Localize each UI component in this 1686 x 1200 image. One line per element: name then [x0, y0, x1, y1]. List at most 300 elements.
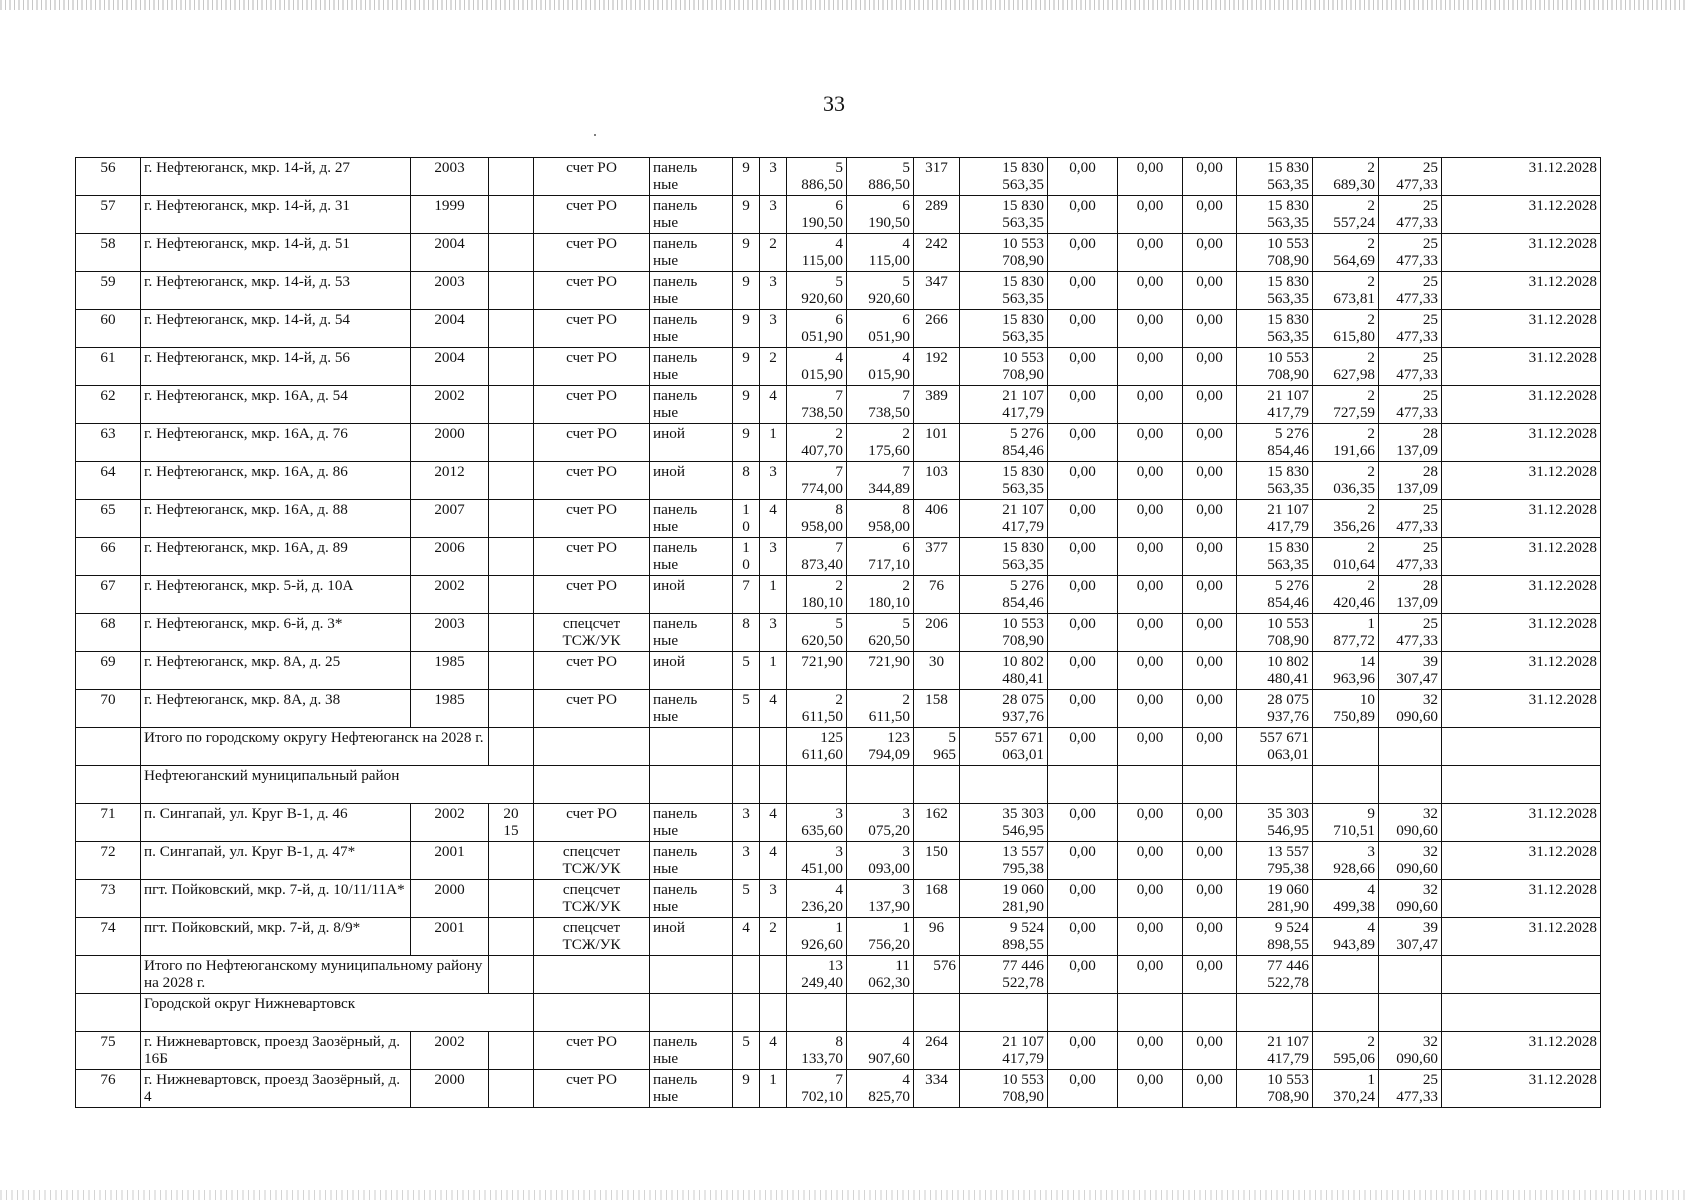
cell-cost-per-sqm: 1 370,24 [1313, 1070, 1379, 1108]
cell-empty [489, 728, 534, 766]
cell-build-year: 2002 [411, 1032, 489, 1070]
cell-fund-1: 0,00 [1048, 880, 1118, 918]
cell-build-year: 2004 [411, 348, 489, 386]
cell-fund-3: 0,00 [1183, 234, 1237, 272]
cell-residents: 101 [914, 424, 960, 462]
table-row [76, 500, 1601, 538]
cell-extra-year [489, 158, 534, 196]
cell-limit-per-sqm: 25 477,33 [1379, 158, 1442, 196]
cell-fund-1: 0,00 [1048, 386, 1118, 424]
cell-extra-year [489, 196, 534, 234]
cell-address: п. Сингапай, ул. Круг В-1, д. 47* [141, 842, 411, 880]
cell-limit-per-sqm: 32 090,60 [1379, 690, 1442, 728]
cell-deadline: 31.12.2028 [1442, 462, 1601, 500]
cell-entrances: 3 [760, 310, 787, 348]
cell-row-number: 59 [76, 272, 141, 310]
cell-extra-year [489, 918, 534, 956]
cell-residents: 192 [914, 348, 960, 386]
cell-floors: 1 0 [733, 538, 760, 576]
cell-fund-3: 0,00 [1183, 310, 1237, 348]
cell-address: г. Нефтеюганск, мкр. 6-й, д. 3* [141, 614, 411, 652]
cell-row-number: 67 [76, 576, 141, 614]
cell-total-area: 2 180,10 [787, 576, 847, 614]
cell-extra-year [489, 652, 534, 690]
cell-entrances: 3 [760, 462, 787, 500]
table-row [76, 424, 1601, 462]
cell-total-area: 7 873,40 [787, 538, 847, 576]
cell-residents: 289 [914, 196, 960, 234]
cell-empty [1442, 766, 1601, 804]
cell-owners-funds: 35 303 546,95 [1237, 804, 1313, 842]
cell-empty [760, 766, 787, 804]
cell-fund-2: 0,00 [1118, 728, 1183, 766]
cell-address: г. Нефтеюганск, мкр. 8А, д. 25 [141, 652, 411, 690]
cell-fund-1: 0,00 [1048, 424, 1118, 462]
cell-deadline: 31.12.2028 [1442, 310, 1601, 348]
table-row [76, 386, 1601, 424]
cell-owners-funds: 15 830 563,35 [1237, 272, 1313, 310]
cell-fund-3: 0,00 [1183, 880, 1237, 918]
cell-living-area: 2 175,60 [847, 424, 914, 462]
cell-owners-funds: 15 830 563,35 [1237, 462, 1313, 500]
cell-limit-per-sqm: 25 477,33 [1379, 196, 1442, 234]
cell-address: г. Нефтеюганск, мкр. 14-й, д. 27 [141, 158, 411, 196]
cell-total-cost: 21 107 417,79 [960, 1032, 1048, 1070]
cell-deadline: 31.12.2028 [1442, 348, 1601, 386]
cell-row-number: 72 [76, 842, 141, 880]
cell-fund-3: 0,00 [1183, 652, 1237, 690]
cell-floors: 9 [733, 386, 760, 424]
cell-fund-1: 0,00 [1048, 348, 1118, 386]
cell-cost-per-sqm: 2 627,98 [1313, 348, 1379, 386]
cell-fund-2: 0,00 [1118, 310, 1183, 348]
cell-entrances: 1 [760, 1070, 787, 1108]
cell-empty [760, 994, 787, 1032]
cell-living-area: 4 907,60 [847, 1032, 914, 1070]
cell-address: г. Нижневартовск, проезд Заозёрный, д. 16Б [141, 1032, 411, 1070]
cell-wall-material: панель ные [650, 842, 733, 880]
cell-wall-material: панель ные [650, 196, 733, 234]
cell-address: г. Нефтеюганск, мкр. 16А, д. 54 [141, 386, 411, 424]
cell-fund-2: 0,00 [1118, 918, 1183, 956]
table-body [76, 158, 1601, 1108]
cell-deadline: 31.12.2028 [1442, 234, 1601, 272]
cell-extra-year [489, 538, 534, 576]
cell-entrances: 3 [760, 538, 787, 576]
cell-extra-year [489, 880, 534, 918]
table-row [76, 234, 1601, 272]
cell-cost-per-sqm: 2 564,69 [1313, 234, 1379, 272]
cell-floors: 7 [733, 576, 760, 614]
cell-floors: 5 [733, 880, 760, 918]
cell-owners-funds: 77 446 522,78 [1237, 956, 1313, 994]
cell-empty [733, 728, 760, 766]
cell-total-cost: 15 830 563,35 [960, 462, 1048, 500]
cell-row-number: 60 [76, 310, 141, 348]
cell-fund-1: 0,00 [1048, 804, 1118, 842]
cell-cost-per-sqm: 9 710,51 [1313, 804, 1379, 842]
cell-floors: 8 [733, 462, 760, 500]
cell-extra-year [489, 310, 534, 348]
cell-empty [1183, 766, 1237, 804]
cell-account-type: счет РО [534, 234, 650, 272]
cell-build-year: 2003 [411, 158, 489, 196]
cell-floors: 4 [733, 918, 760, 956]
cell-floors: 3 [733, 842, 760, 880]
cell-account-type: спецсчет ТСЖ/УК [534, 842, 650, 880]
cell-fund-3: 0,00 [1183, 196, 1237, 234]
cell-cost-per-sqm: 2 673,81 [1313, 272, 1379, 310]
cell-row-number: 56 [76, 158, 141, 196]
cell-floors: 5 [733, 690, 760, 728]
cell-row-number: 63 [76, 424, 141, 462]
cell-residents: 334 [914, 1070, 960, 1108]
cell-living-area: 721,90 [847, 652, 914, 690]
cell-owners-funds: 21 107 417,79 [1237, 386, 1313, 424]
subtotal-row [76, 956, 1601, 994]
cell-address: пгт. Пойковский, мкр. 7-й, д. 10/11/11А* [141, 880, 411, 918]
cell-fund-3: 0,00 [1183, 690, 1237, 728]
cell-limit-per-sqm: 25 477,33 [1379, 1070, 1442, 1108]
cell-build-year: 2002 [411, 804, 489, 842]
cell-limit-per-sqm: 32 090,60 [1379, 804, 1442, 842]
cell-fund-1: 0,00 [1048, 158, 1118, 196]
cell-limit-per-sqm: 25 477,33 [1379, 386, 1442, 424]
cell-total-cost: 10 553 708,90 [960, 234, 1048, 272]
cell-fund-2: 0,00 [1118, 424, 1183, 462]
cell-empty [787, 766, 847, 804]
cell-residents: 317 [914, 158, 960, 196]
cell-floors: 5 [733, 1032, 760, 1070]
cell-owners-funds: 557 671 063,01 [1237, 728, 1313, 766]
cell-owners-funds: 13 557 795,38 [1237, 842, 1313, 880]
cell-fund-3: 0,00 [1183, 462, 1237, 500]
cell-total-area: 7 738,50 [787, 386, 847, 424]
cell-empty [1048, 766, 1118, 804]
cell-residents: 76 [914, 576, 960, 614]
cell-fund-1: 0,00 [1048, 462, 1118, 500]
cell-deadline: 31.12.2028 [1442, 652, 1601, 690]
cell-deadline: 31.12.2028 [1442, 272, 1601, 310]
cell-total-cost: 15 830 563,35 [960, 310, 1048, 348]
cell-fund-2: 0,00 [1118, 880, 1183, 918]
cell-floors: 9 [733, 158, 760, 196]
cell-fund-3: 0,00 [1183, 272, 1237, 310]
section-title: Городской округ Нижневартовск [141, 994, 534, 1032]
cell-extra-year [489, 614, 534, 652]
cell-living-area: 11 062,30 [847, 956, 914, 994]
cell-empty [760, 956, 787, 994]
cell-limit-per-sqm: 25 477,33 [1379, 500, 1442, 538]
cell-address: г. Нефтеюганск, мкр. 14-й, д. 51 [141, 234, 411, 272]
cell-address: г. Нижневартовск, проезд Заозёрный, д. 4 [141, 1070, 411, 1108]
cell-limit-per-sqm: 32 090,60 [1379, 880, 1442, 918]
cell-wall-material: панель ные [650, 1070, 733, 1108]
cell-account-type: счет РО [534, 652, 650, 690]
cell-limit-per-sqm: 25 477,33 [1379, 538, 1442, 576]
cell-total-cost: 10 802 480,41 [960, 652, 1048, 690]
cell-extra-year [489, 424, 534, 462]
cell-empty [847, 766, 914, 804]
cell-total-cost: 10 553 708,90 [960, 1070, 1048, 1108]
cell-build-year: 2001 [411, 842, 489, 880]
cell-total-cost: 10 553 708,90 [960, 614, 1048, 652]
cell-account-type: счет РО [534, 386, 650, 424]
cell-empty [787, 994, 847, 1032]
cell-owners-funds: 21 107 417,79 [1237, 500, 1313, 538]
table-row [76, 272, 1601, 310]
cell-extra-year [489, 462, 534, 500]
cell-fund-3: 0,00 [1183, 614, 1237, 652]
cell-total-cost: 5 276 854,46 [960, 576, 1048, 614]
cell-owners-funds: 10 553 708,90 [1237, 614, 1313, 652]
cell-empty [650, 956, 733, 994]
cell-limit-per-sqm: 25 477,33 [1379, 614, 1442, 652]
cell-deadline: 31.12.2028 [1442, 386, 1601, 424]
cell-living-area: 3 093,00 [847, 842, 914, 880]
cell-account-type: счет РО [534, 538, 650, 576]
cell-address: г. Нефтеюганск, мкр. 16А, д. 89 [141, 538, 411, 576]
cell-wall-material: панель ные [650, 234, 733, 272]
table-row [76, 576, 1601, 614]
cell-wall-material: панель ные [650, 386, 733, 424]
cell-deadline: 31.12.2028 [1442, 196, 1601, 234]
cell-deadline: 31.12.2028 [1442, 690, 1601, 728]
cell-empty [1118, 994, 1183, 1032]
cell-fund-2: 0,00 [1118, 842, 1183, 880]
table-row [76, 538, 1601, 576]
cell-cost-per-sqm: 14 963,96 [1313, 652, 1379, 690]
cell-empty [1379, 994, 1442, 1032]
cell-owners-funds: 10 553 708,90 [1237, 348, 1313, 386]
cell-owners-funds: 5 276 854,46 [1237, 576, 1313, 614]
cell-row-number: 76 [76, 1070, 141, 1108]
cell-total-area: 7 774,00 [787, 462, 847, 500]
cell-residents: 576 [914, 956, 960, 994]
cell-owners-funds: 21 107 417,79 [1237, 1032, 1313, 1070]
cell-empty [960, 766, 1048, 804]
subtotal-label: Итого по городскому округу Нефтеюганск на 2028 г. [141, 728, 489, 766]
cell-fund-1: 0,00 [1048, 310, 1118, 348]
cell-row-number: 73 [76, 880, 141, 918]
cell-total-area: 13 249,40 [787, 956, 847, 994]
cell-fund-3: 0,00 [1183, 918, 1237, 956]
cell-build-year: 2003 [411, 272, 489, 310]
cell-account-type: счет РО [534, 424, 650, 462]
cell-build-year: 2000 [411, 880, 489, 918]
cell-total-area: 4 236,20 [787, 880, 847, 918]
cell-cost-per-sqm: 3 928,66 [1313, 842, 1379, 880]
cell-owners-funds: 15 830 563,35 [1237, 538, 1313, 576]
cell-account-type: счет РО [534, 158, 650, 196]
cell-total-area: 4 015,90 [787, 348, 847, 386]
cell-wall-material: панель ные [650, 158, 733, 196]
cell-living-area: 3 075,20 [847, 804, 914, 842]
cell-fund-2: 0,00 [1118, 1032, 1183, 1070]
cell-build-year: 2007 [411, 500, 489, 538]
cell-address: г. Нефтеюганск, мкр. 14-й, д. 54 [141, 310, 411, 348]
cell-fund-2: 0,00 [1118, 1070, 1183, 1108]
cell-living-area: 123 794,09 [847, 728, 914, 766]
cell-account-type: счет РО [534, 272, 650, 310]
cell-owners-funds: 15 830 563,35 [1237, 196, 1313, 234]
cell-limit-per-sqm: 28 137,09 [1379, 576, 1442, 614]
cell-empty [1442, 728, 1601, 766]
cell-total-area: 6 190,50 [787, 196, 847, 234]
cell-residents: 242 [914, 234, 960, 272]
cell-build-year: 2002 [411, 386, 489, 424]
cell-fund-2: 0,00 [1118, 538, 1183, 576]
cell-empty [1118, 766, 1183, 804]
cell-cost-per-sqm: 2 010,64 [1313, 538, 1379, 576]
table-row [76, 1032, 1601, 1070]
cell-build-year: 2002 [411, 576, 489, 614]
cell-row-number: 61 [76, 348, 141, 386]
cell-wall-material: иной [650, 424, 733, 462]
cell-total-cost: 5 276 854,46 [960, 424, 1048, 462]
cell-owners-funds: 9 524 898,55 [1237, 918, 1313, 956]
cell-wall-material: панель ные [650, 272, 733, 310]
cell-fund-1: 0,00 [1048, 1032, 1118, 1070]
cell-residents: 103 [914, 462, 960, 500]
cell-address: г. Нефтеюганск, мкр. 16А, д. 88 [141, 500, 411, 538]
cell-empty [960, 994, 1048, 1032]
cell-address: г. Нефтеюганск, мкр. 16А, д. 86 [141, 462, 411, 500]
cell-wall-material: иной [650, 462, 733, 500]
table-row [76, 652, 1601, 690]
cell-total-area: 3 451,00 [787, 842, 847, 880]
cell-residents: 168 [914, 880, 960, 918]
cell-empty [1313, 728, 1379, 766]
cell-total-cost: 35 303 546,95 [960, 804, 1048, 842]
cell-residents: 5 965 [914, 728, 960, 766]
cell-empty [914, 994, 960, 1032]
cell-extra-year: 20 15 [489, 804, 534, 842]
cell-extra-year [489, 1032, 534, 1070]
cell-build-year: 2003 [411, 614, 489, 652]
cell-limit-per-sqm: 25 477,33 [1379, 272, 1442, 310]
cell-entrances: 2 [760, 918, 787, 956]
cell-owners-funds: 15 830 563,35 [1237, 158, 1313, 196]
cell-living-area: 8 958,00 [847, 500, 914, 538]
cell-address: г. Нефтеюганск, мкр. 5-й, д. 10А [141, 576, 411, 614]
cell-fund-3: 0,00 [1183, 804, 1237, 842]
cell-cost-per-sqm: 2 356,26 [1313, 500, 1379, 538]
cell-empty [1379, 728, 1442, 766]
cell-fund-1: 0,00 [1048, 614, 1118, 652]
cell-fund-1: 0,00 [1048, 576, 1118, 614]
cell-fund-2: 0,00 [1118, 196, 1183, 234]
cell-limit-per-sqm: 32 090,60 [1379, 842, 1442, 880]
cell-wall-material: иной [650, 576, 733, 614]
cell-empty [1379, 766, 1442, 804]
cell-living-area: 7 344,89 [847, 462, 914, 500]
cell-deadline: 31.12.2028 [1442, 1032, 1601, 1070]
cell-fund-1: 0,00 [1048, 272, 1118, 310]
cell-living-area: 5 620,50 [847, 614, 914, 652]
cell-fund-1: 0,00 [1048, 1070, 1118, 1108]
cell-residents: 347 [914, 272, 960, 310]
cell-fund-3: 0,00 [1183, 500, 1237, 538]
cell-entrances: 4 [760, 1032, 787, 1070]
cell-empty [1313, 956, 1379, 994]
cell-floors: 9 [733, 272, 760, 310]
cell-cost-per-sqm: 2 420,46 [1313, 576, 1379, 614]
cell-row-number: 68 [76, 614, 141, 652]
cell-empty [489, 956, 534, 994]
cell-total-area: 5 886,50 [787, 158, 847, 196]
cell-living-area: 6 717,10 [847, 538, 914, 576]
cell-cost-per-sqm: 2 615,80 [1313, 310, 1379, 348]
cell-owners-funds: 10 553 708,90 [1237, 234, 1313, 272]
cell-fund-2: 0,00 [1118, 234, 1183, 272]
cell-extra-year [489, 576, 534, 614]
cell-residents: 158 [914, 690, 960, 728]
cell-living-area: 4 015,90 [847, 348, 914, 386]
cell-account-type: счет РО [534, 1032, 650, 1070]
cell-fund-1: 0,00 [1048, 652, 1118, 690]
cell-entrances: 4 [760, 500, 787, 538]
cell-living-area: 5 920,60 [847, 272, 914, 310]
capital-repair-table [75, 157, 1601, 1108]
cell-empty [534, 766, 650, 804]
cell-fund-2: 0,00 [1118, 462, 1183, 500]
table-row [76, 462, 1601, 500]
cell-limit-per-sqm: 28 137,09 [1379, 462, 1442, 500]
cell-total-cost: 28 075 937,76 [960, 690, 1048, 728]
cell-total-cost: 21 107 417,79 [960, 500, 1048, 538]
table-row [76, 804, 1601, 842]
table-row [76, 348, 1601, 386]
cell-deadline: 31.12.2028 [1442, 614, 1601, 652]
cell-floors: 9 [733, 424, 760, 462]
cell-fund-3: 0,00 [1183, 1032, 1237, 1070]
section-title: Нефтеюганский муниципальный район [141, 766, 534, 804]
cell-fund-2: 0,00 [1118, 348, 1183, 386]
cell-total-area: 721,90 [787, 652, 847, 690]
cell-row-number: 58 [76, 234, 141, 272]
cell-total-cost: 9 524 898,55 [960, 918, 1048, 956]
cell-total-area: 8 133,70 [787, 1032, 847, 1070]
cell-wall-material: панель ные [650, 690, 733, 728]
cell-address: г. Нефтеюганск, мкр. 14-й, д. 53 [141, 272, 411, 310]
cell-limit-per-sqm: 25 477,33 [1379, 348, 1442, 386]
cell-build-year: 2006 [411, 538, 489, 576]
cell-address: п. Сингапай, ул. Круг В-1, д. 46 [141, 804, 411, 842]
cell-build-year: 2004 [411, 310, 489, 348]
cell-living-area: 7 738,50 [847, 386, 914, 424]
cell-fund-3: 0,00 [1183, 158, 1237, 196]
cell-limit-per-sqm: 39 307,47 [1379, 918, 1442, 956]
cell-owners-funds: 10 802 480,41 [1237, 652, 1313, 690]
cell-empty [1237, 766, 1313, 804]
cell-address: г. Нефтеюганск, мкр. 16А, д. 76 [141, 424, 411, 462]
cell-fund-3: 0,00 [1183, 386, 1237, 424]
table-row [76, 310, 1601, 348]
cell-row-number: 57 [76, 196, 141, 234]
cell-row-number: 74 [76, 918, 141, 956]
cell-account-type: счет РО [534, 1070, 650, 1108]
cell-account-type: счет РО [534, 462, 650, 500]
cell-build-year: 2000 [411, 424, 489, 462]
cell-empty [1237, 994, 1313, 1032]
cell-build-year: 1985 [411, 690, 489, 728]
cell-address: г. Нефтеюганск, мкр. 14-й, д. 56 [141, 348, 411, 386]
cell-empty [914, 766, 960, 804]
table-row [76, 1070, 1601, 1108]
cell-living-area: 2 180,10 [847, 576, 914, 614]
cell-fund-3: 0,00 [1183, 956, 1237, 994]
